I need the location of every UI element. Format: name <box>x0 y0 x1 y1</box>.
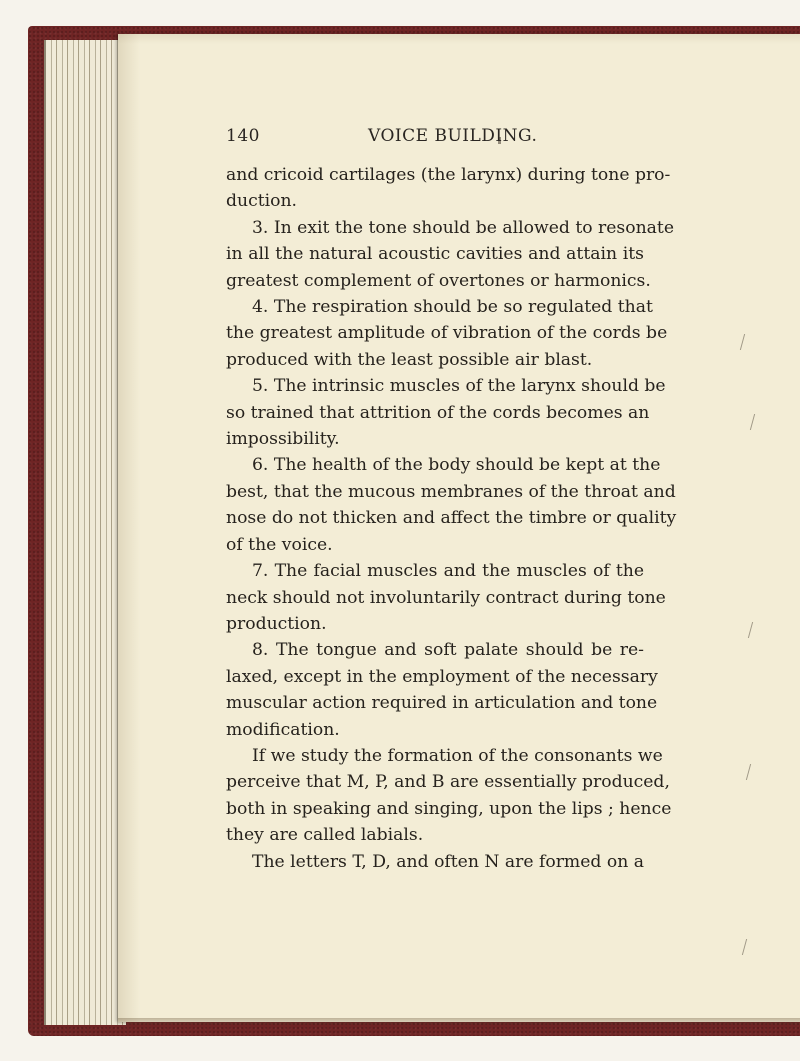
margin-mark <box>746 414 755 430</box>
text-line: best, that the mucous membranes of the throat and <box>226 481 676 502</box>
text-line: production. <box>226 613 327 634</box>
text-line: duction. <box>226 191 297 212</box>
text-line: impossibility. <box>226 429 340 450</box>
text-line: nose do not thicken and affect the timbre or quality <box>226 508 677 529</box>
text-line: 7. The facial muscles and the muscles of the <box>252 561 644 582</box>
text-line: both in speaking and singing, upon the lips ; hence <box>226 798 672 819</box>
margin-mark <box>738 939 747 955</box>
text-line: 4. The respiration should be so regulated that <box>252 297 653 318</box>
text-line: so trained that attrition of the cords becomes an <box>226 402 650 423</box>
text-line: The letters T, D, and often N are formed on a <box>252 851 644 872</box>
text-line: the greatest amplitude of vibration of the cords be <box>226 323 668 344</box>
text-line: muscular action required in articulation and tone <box>226 693 658 714</box>
text-line: produced with the least possible air blast. <box>226 349 593 370</box>
margin-mark <box>744 622 753 638</box>
margin-mark <box>742 764 751 780</box>
text-line: 6. The health of the body should be kept at the <box>252 455 661 476</box>
text-line: neck should not involuntarily contract during tone <box>226 587 666 608</box>
text-line: modification. <box>226 719 340 740</box>
text-line: they are called labials. <box>226 825 424 846</box>
text-line: 8. The tongue and soft palate should be re- <box>252 640 644 661</box>
page-number: 140 <box>226 126 260 146</box>
text-line: and cricoid cartilages (the larynx) during tone pro- <box>226 165 671 185</box>
running-header <box>226 126 646 154</box>
page-shadow <box>118 1018 800 1026</box>
text-line: 5. The intrinsic muscles of the larynx should be <box>252 376 666 397</box>
page-edges <box>44 40 126 1025</box>
text-line: If we study the formation of the consonants we <box>252 745 663 766</box>
text-line: of the voice. <box>226 534 333 555</box>
text-line: greatest complement of overtones or harmonics. <box>226 270 651 291</box>
margin-mark <box>736 334 745 350</box>
text-line: in all the natural acoustic cavities and attain its <box>226 244 644 265</box>
text-line: laxed, except in the employment of the necessary <box>226 666 658 687</box>
running-title: VOICE BUILDING. <box>368 126 538 146</box>
text-line: perceive that M, P, and B are essentially produced, <box>226 772 670 793</box>
body-text <box>226 162 677 875</box>
text-line: 3. In exit the tone should be allowed to resonate <box>252 217 675 238</box>
